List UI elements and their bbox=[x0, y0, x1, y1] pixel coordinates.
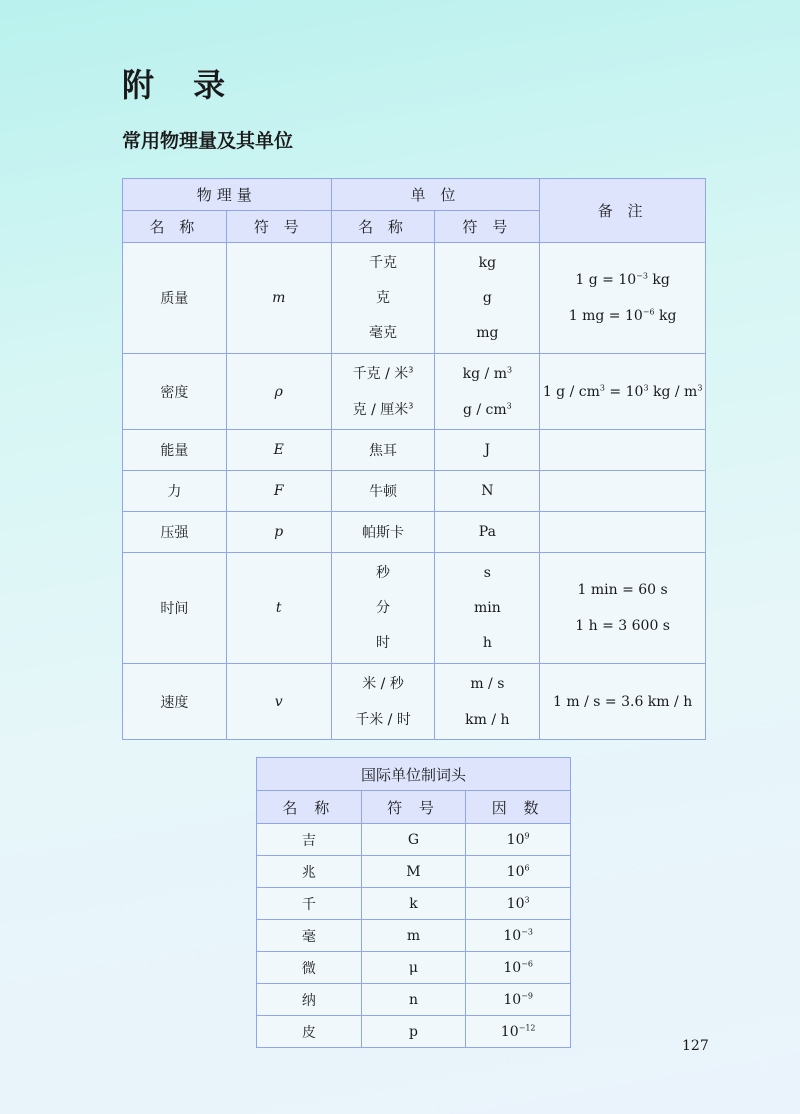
prefix-factor: $10^{-3}$ bbox=[466, 920, 571, 952]
remark-cell: 1 min = 60 s 1 h = 3 600 s bbox=[540, 553, 706, 664]
quantity-name: 压强 bbox=[123, 512, 227, 553]
quantity-symbol: E bbox=[226, 430, 331, 471]
prefix-symbol: m bbox=[361, 920, 466, 952]
prefix-row bbox=[257, 888, 571, 920]
quantity-name: 能量 bbox=[123, 430, 227, 471]
unit-name-cell: 秒 分 时 bbox=[331, 553, 435, 664]
header-remark: 备 注 bbox=[540, 179, 706, 243]
prefix-factor: $10^6$ bbox=[466, 856, 571, 888]
quantity-symbol: F bbox=[226, 471, 331, 512]
unit-symbol-cell: J bbox=[435, 430, 540, 471]
prefix-factor: $10^9$ bbox=[466, 824, 571, 856]
remark-cell bbox=[540, 471, 706, 512]
quantity-symbol: m bbox=[226, 243, 331, 354]
remark-cell: 1 $g = 10^{-3}$ kg 1 mg = $10^{-6}$ kg bbox=[540, 243, 706, 354]
header-name: 名 称 bbox=[123, 211, 227, 243]
unit-name-cell: 焦耳 bbox=[331, 430, 435, 471]
unit-symbol-cell: m / s km / h bbox=[435, 664, 540, 740]
prefix-symbol: M bbox=[361, 856, 466, 888]
table-row bbox=[123, 430, 706, 471]
unit-name-cell: 牛顿 bbox=[331, 471, 435, 512]
prefix-name: 毫 bbox=[257, 920, 362, 952]
remark-cell: 1 m / s = 3.6 km / h bbox=[540, 664, 706, 740]
prefix-header-name: 名 称 bbox=[257, 791, 362, 824]
remark-cell bbox=[540, 430, 706, 471]
si-prefix-table bbox=[256, 757, 571, 1048]
quantity-name: 密度 bbox=[123, 354, 227, 430]
prefix-factor: $10^{-9}$ bbox=[466, 984, 571, 1016]
unit-symbol-cell: Pa bbox=[435, 512, 540, 553]
unit-symbol-cell: kg / $m^3$ g / $cm^3$ bbox=[435, 354, 540, 430]
unit-name-cell: 千克 克 毫克 bbox=[331, 243, 435, 354]
header-quantity: 物理量 bbox=[123, 179, 332, 211]
prefix-symbol: G bbox=[361, 824, 466, 856]
quantity-symbol: v bbox=[226, 664, 331, 740]
quantities-table bbox=[122, 178, 706, 740]
table-row bbox=[123, 553, 706, 664]
prefix-symbol: n bbox=[361, 984, 466, 1016]
table-row bbox=[123, 471, 706, 512]
prefix-header-factor: 因 数 bbox=[466, 791, 571, 824]
prefix-row bbox=[257, 824, 571, 856]
table-row bbox=[123, 512, 706, 553]
quantity-symbol: p bbox=[226, 512, 331, 553]
prefix-row bbox=[257, 952, 571, 984]
prefix-name: 微 bbox=[257, 952, 362, 984]
table-row bbox=[123, 664, 706, 740]
prefix-name: 纳 bbox=[257, 984, 362, 1016]
header-unit-name: 名 称 bbox=[331, 211, 435, 243]
prefix-name: 吉 bbox=[257, 824, 362, 856]
prefix-symbol: p bbox=[361, 1016, 466, 1048]
prefix-symbol: μ bbox=[361, 952, 466, 984]
table-row bbox=[123, 243, 706, 354]
prefix-row bbox=[257, 920, 571, 952]
quantity-name: 速度 bbox=[123, 664, 227, 740]
unit-name-cell: 千克 / 米$^3$ 克 / 厘米$^3$ bbox=[331, 354, 435, 430]
prefix-header-symbol: 符 号 bbox=[361, 791, 466, 824]
prefix-table-caption: 国际单位制词头 bbox=[257, 758, 571, 791]
page-number: 127 bbox=[682, 1038, 709, 1054]
prefix-factor: $10^{-12}$ bbox=[466, 1016, 571, 1048]
remark-cell: 1 $g / cm^3 = 10^3$ kg / $m^3$ bbox=[540, 354, 706, 430]
header-symbol: 符 号 bbox=[226, 211, 331, 243]
prefix-factor: $10^3$ bbox=[466, 888, 571, 920]
quantity-name: 质量 bbox=[123, 243, 227, 354]
prefix-row bbox=[257, 984, 571, 1016]
unit-name-cell: 米 / 秒 千米 / 时 bbox=[331, 664, 435, 740]
prefix-name: 皮 bbox=[257, 1016, 362, 1048]
header-unit: 单 位 bbox=[331, 179, 540, 211]
section-heading: 常用物理量及其单位 bbox=[122, 130, 294, 152]
unit-symbol-cell: kg g mg bbox=[435, 243, 540, 354]
page-title: 附 录 bbox=[122, 66, 240, 104]
prefix-name: 千 bbox=[257, 888, 362, 920]
header-unit-symbol: 符 号 bbox=[435, 211, 540, 243]
table-row bbox=[123, 354, 706, 430]
remark-cell bbox=[540, 512, 706, 553]
prefix-symbol: k bbox=[361, 888, 466, 920]
prefix-row bbox=[257, 1016, 571, 1048]
quantity-symbol: t bbox=[226, 553, 331, 664]
prefix-factor: $10^{-6}$ bbox=[466, 952, 571, 984]
prefix-name: 兆 bbox=[257, 856, 362, 888]
quantity-name: 力 bbox=[123, 471, 227, 512]
quantity-name: 时间 bbox=[123, 553, 227, 664]
prefix-row bbox=[257, 856, 571, 888]
unit-name-cell: 帕斯卡 bbox=[331, 512, 435, 553]
quantity-symbol: ρ bbox=[226, 354, 331, 430]
unit-symbol-cell: N bbox=[435, 471, 540, 512]
unit-symbol-cell: s min h bbox=[435, 553, 540, 664]
